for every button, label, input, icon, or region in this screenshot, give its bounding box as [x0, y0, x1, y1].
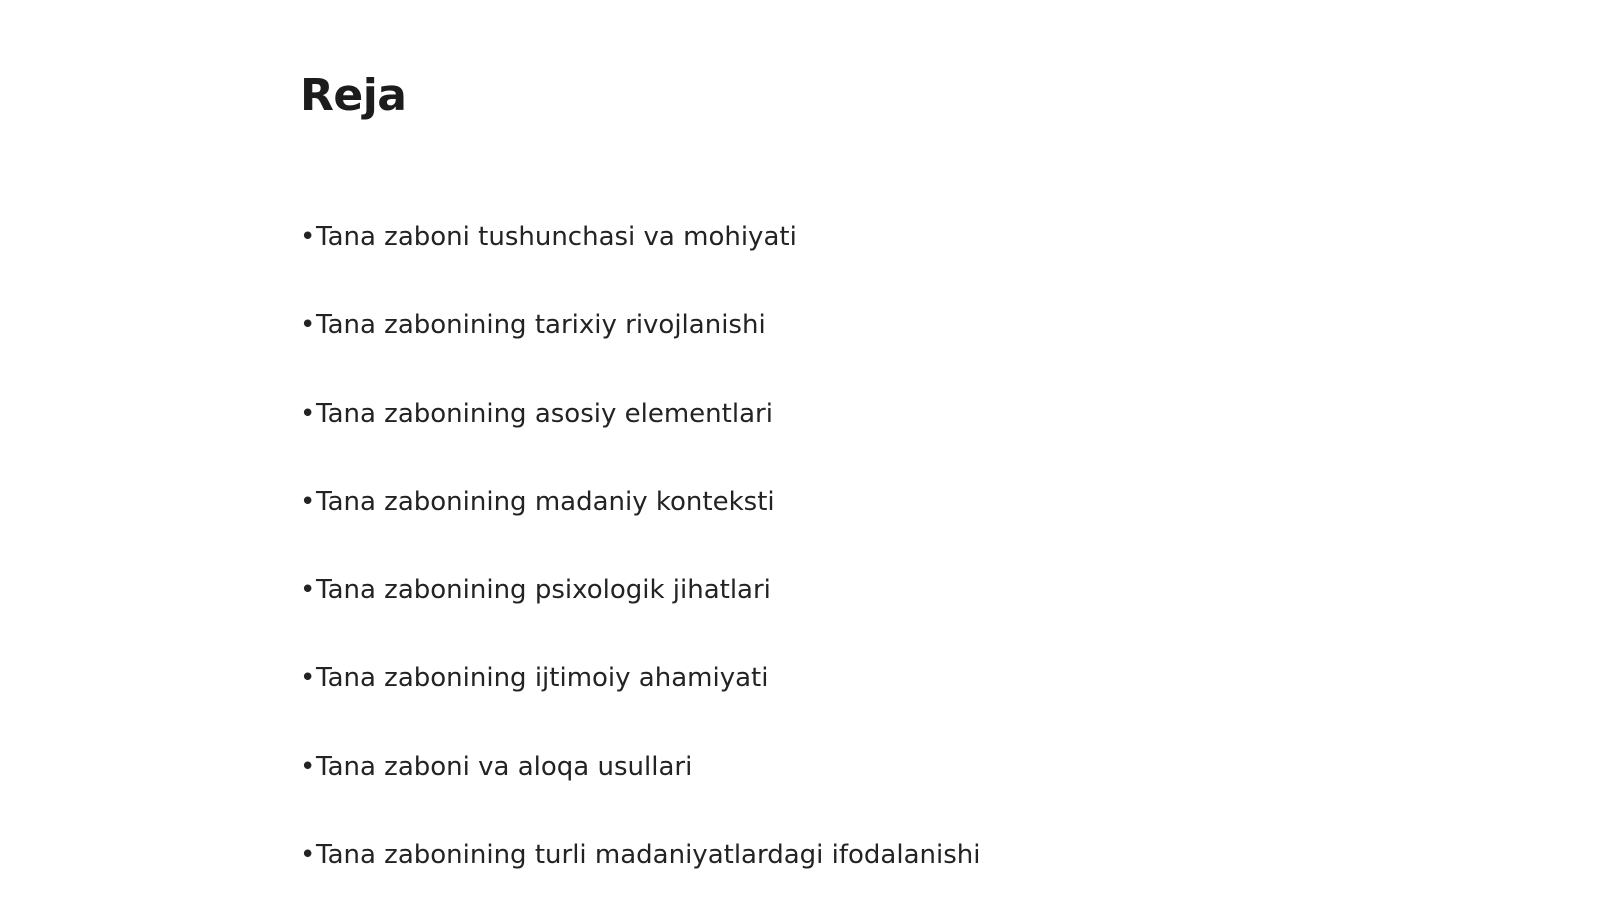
bullet-icon: • [300, 840, 316, 871]
slide-title: Reja [300, 70, 407, 121]
list-item-text: Tana zabonining psixologik jihatlari [316, 575, 771, 606]
list-item [300, 840, 980, 900]
list-item-text: Tana zabonining tarixiy rivojlanishi [316, 310, 766, 341]
list-item-text: Tana zabonining madaniy konteksti [316, 486, 775, 517]
bullet-icon: • [300, 486, 316, 517]
list-item [300, 663, 980, 751]
bullet-icon: • [300, 398, 316, 429]
list-item-text: Tana zaboni va aloqa usullari [316, 751, 693, 782]
bullet-icon: • [300, 663, 316, 694]
list-item [300, 487, 980, 575]
bullet-icon: • [300, 575, 316, 606]
list-item-text: Tana zabonining turli madaniyatlardagi ifodalanishi [316, 840, 981, 871]
list-item-text: Tana zabonining asosiy elementlari [316, 398, 773, 429]
list-item [300, 310, 980, 398]
list-item [300, 222, 980, 310]
list-item [300, 575, 980, 663]
list-item [300, 752, 980, 840]
list-item-text: Tana zaboni tushunchasi va mohiyati [316, 222, 797, 252]
plan-list [300, 222, 980, 900]
bullet-icon: • [300, 751, 316, 782]
bullet-icon: • [300, 222, 316, 252]
list-item-text: Tana zabonining ijtimoiy ahamiyati [316, 663, 769, 694]
list-item [300, 399, 980, 487]
bullet-icon: • [300, 310, 316, 341]
